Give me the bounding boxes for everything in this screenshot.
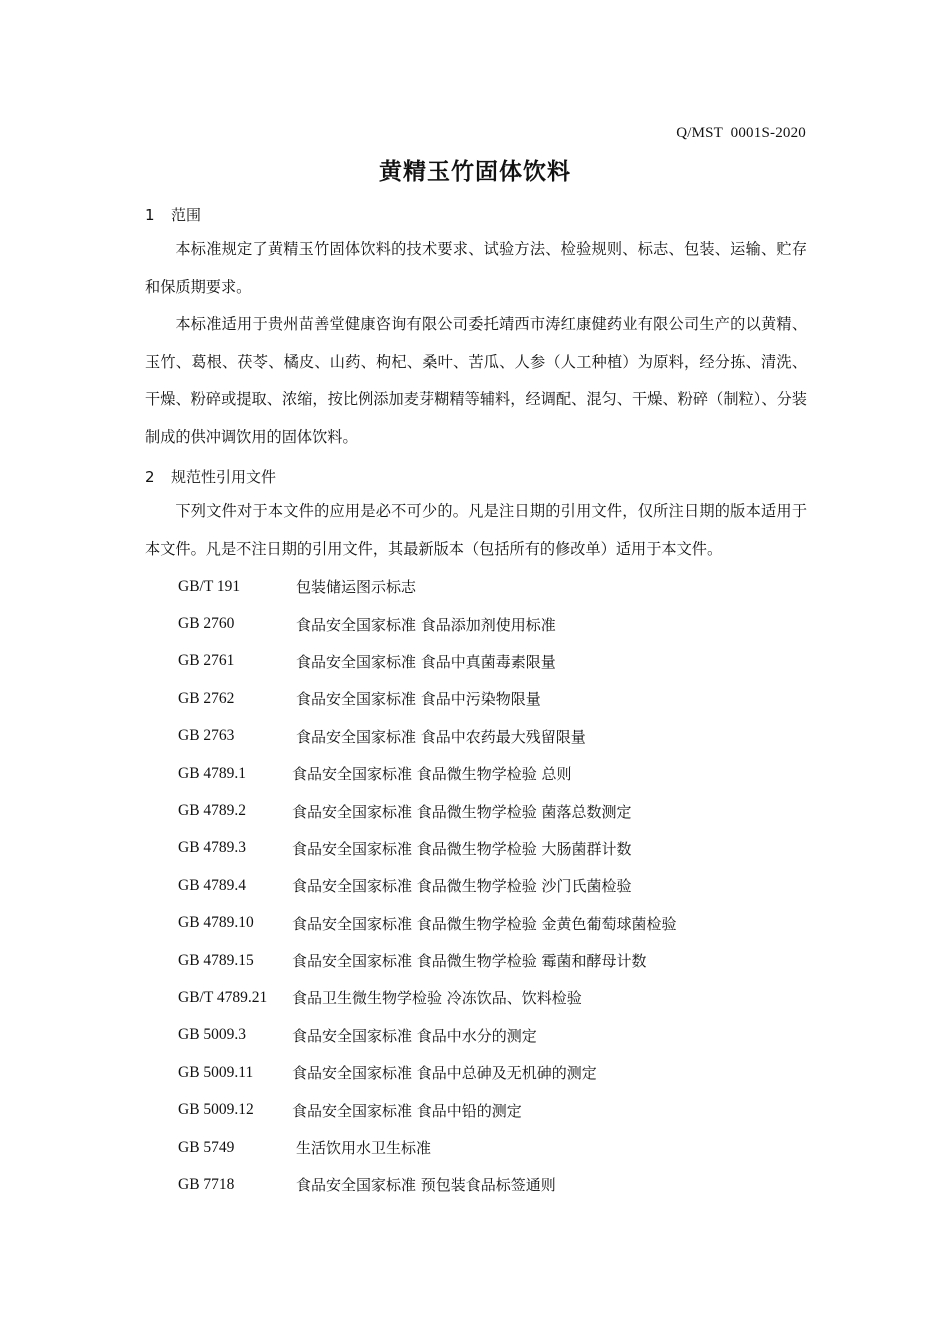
reference-code: GB 4789.2 <box>178 802 247 820</box>
reference-code: GB 2762 <box>178 689 235 707</box>
reference-title: 食品安全国家标准 食品微生物学检验 菌落总数测定 <box>292 802 632 821</box>
paragraph-normative-references: 下列文件对于本文件的应用是必不可少的。凡是注日期的引用文件，仅所注日期的版本适用于本文件。凡是不注日期的引用文件，其最新版本（包括所有的修改单）适用于本文件。 <box>145 502 807 558</box>
document-code: Q/MST 0001S-2020 <box>676 125 806 141</box>
reference-title: 食品安全国家标准 食品中总砷及无机砷的测定 <box>292 1064 597 1083</box>
reference-code: GB 2763 <box>178 727 235 745</box>
reference-item <box>178 1129 677 1166</box>
reference-code: GB 5749 <box>178 1138 235 1156</box>
reference-title: 生活饮用水卫生标准 <box>296 1139 432 1158</box>
reference-code: GB 4789.10 <box>178 914 254 932</box>
reference-item <box>178 1017 677 1054</box>
section-heading-scope <box>145 204 201 225</box>
reference-title: 食品安全国家标准 食品微生物学检验 沙门氏菌检验 <box>292 877 632 896</box>
reference-code: GB 5009.3 <box>178 1026 247 1044</box>
reference-item <box>178 1166 677 1203</box>
reference-title: 食品安全国家标准 预包装食品标签通则 <box>296 1176 556 1195</box>
reference-title: 食品安全国家标准 食品中铅的测定 <box>292 1101 522 1120</box>
section-title: 范围 <box>171 206 202 224</box>
reference-item <box>178 867 677 904</box>
reference-item <box>178 979 677 1016</box>
reference-code: GB 4789.4 <box>178 876 247 894</box>
reference-title: 食品安全国家标准 食品中污染物限量 <box>296 690 541 709</box>
reference-title: 食品安全国家标准 食品中农药最大残留限量 <box>296 727 586 746</box>
reference-title: 食品安全国家标准 食品微生物学检验 金黄色葡萄球菌检验 <box>292 914 677 933</box>
reference-code: GB 4789.15 <box>178 951 254 969</box>
reference-title: 包装储运图示标志 <box>296 578 417 597</box>
reference-code: GB 5009.11 <box>178 1063 254 1081</box>
reference-title: 食品卫生微生物学检验 冷冻饮品、饮料检验 <box>292 989 582 1008</box>
reference-item <box>178 792 677 829</box>
reference-item <box>178 568 677 605</box>
reference-item <box>178 680 677 717</box>
reference-code: GB 4789.1 <box>178 764 247 782</box>
reference-code: GB 2761 <box>178 652 235 670</box>
reference-title: 食品安全国家标准 食品中水分的测定 <box>292 1026 537 1045</box>
paragraph-scope-1: 本标准规定了黄精玉竹固体饮料的技术要求、试验方法、检验规则、标志、包装、运输、贮存和保质期要求。 <box>145 240 807 296</box>
section-number: 1 <box>145 205 155 224</box>
section-heading-normative-references <box>145 466 276 487</box>
section-number: 2 <box>145 467 155 486</box>
reference-item <box>178 755 677 792</box>
reference-item <box>178 1054 677 1091</box>
document-title: 黄精玉竹固体饮料 <box>379 159 571 185</box>
section-title: 规范性引用文件 <box>171 468 277 486</box>
reference-item <box>178 643 677 680</box>
reference-code: GB/T 4789.21 <box>178 988 268 1006</box>
reference-code: GB 7718 <box>178 1175 235 1193</box>
reference-item <box>178 718 677 755</box>
reference-item <box>178 830 677 867</box>
reference-list <box>178 568 677 1204</box>
reference-item <box>178 942 677 979</box>
reference-code: GB/T 191 <box>178 577 241 595</box>
reference-item <box>178 1091 677 1128</box>
reference-title: 食品安全国家标准 食品中真菌毒素限量 <box>296 652 556 671</box>
reference-code: GB 4789.3 <box>178 839 247 857</box>
reference-item <box>178 905 677 942</box>
reference-title: 食品安全国家标准 食品微生物学检验 霉菌和酵母计数 <box>292 952 647 971</box>
reference-item <box>178 605 677 642</box>
reference-title: 食品安全国家标准 食品微生物学检验 总则 <box>292 765 572 784</box>
reference-title: 食品安全国家标准 食品微生物学检验 大肠菌群计数 <box>292 839 632 858</box>
reference-code: GB 2760 <box>178 615 235 633</box>
paragraph-scope-2: 本标准适用于贵州苗善堂健康咨询有限公司委托靖西市涛红康健药业有限公司生产的以黄精、玉竹、葛根、茯苓、橘皮、山药、枸杞、桑叶、苦瓜、人参（人工种植）为原料，经分拣、清洗、干燥、粉碎或提取、浓缩，按比例添加麦芽糊精等辅料，经调配、混匀、干燥、粉碎（制粒）、分装制成的供冲调饮用的固体饮料。 <box>145 315 807 446</box>
reference-title: 食品安全国家标准 食品添加剂使用标准 <box>296 615 556 634</box>
reference-code: GB 5009.12 <box>178 1101 254 1119</box>
